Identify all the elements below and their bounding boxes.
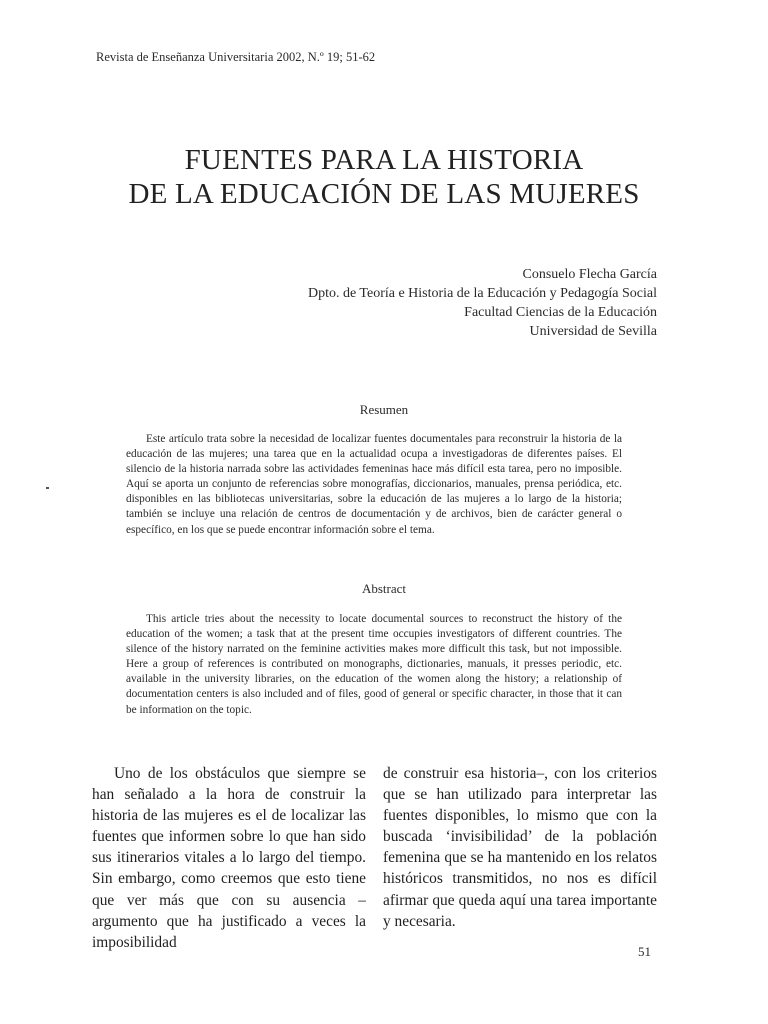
author-block: [308, 265, 657, 341]
journal-header: Revista de Enseñanza Universitaria 2002, N.º 19; 51-62: [96, 50, 376, 64]
affiliation-faculty: Facultad Ciencias de la Educación: [464, 305, 657, 320]
resumen-paragraph: Este artículo trata sobre la necesidad de localizar fuentes documentales para reconstruir la historia de la educación de las mujeres; una tarea que en la actualidad ocupa a investigadoras de diferentes países. El silencio de la historia narrada sobre las actividades femeninas hace más difícil esta tarea, pero no imposible. Aquí se aporta un conjunto de referencias sobre monografías, diccionarios, manuales, prensa periódica, etc. disponibles en las bibliotecas universitarias, sobre la educación de las mujeres a lo largo de la historia; también se incluye una relación de centros de documentación y de archivos, bien de carácter general o específico, en los que se puede encontrar información sobre el tema.: [126, 433, 622, 536]
page-number: 51: [638, 944, 651, 959]
title-line-2: DE LA EDUCACIÓN DE LAS MUJERES: [128, 178, 640, 210]
affiliation-university: Universidad de Sevilla: [529, 324, 657, 339]
body-column-right: [383, 763, 657, 932]
abstract-text: [126, 612, 622, 718]
affiliation-department: Dpto. de Teoría e Historia de la Educación y Pedagogía Social: [307, 286, 657, 301]
body-column-left: [92, 763, 366, 953]
article-title: [0, 143, 768, 211]
scan-speck: [46, 487, 49, 489]
abstract-paragraph: This article tries about the necessity to locate documental sources to reconstruct the history of the education of the women; a task that at the present time occupies investigators of different countries. The silence of the history narrated on the feminine activities makes more difficult this task, but not impossible. Here a group of references is contributed on monographs, dictionaries, manuals, it presses periodic, etc. available in the university libraries, on the education of the women along the history; a relationship of documentation centers is also included and of files, good of general or specific character, in those that it can be information on the topic.: [126, 613, 622, 716]
resumen-text: [126, 432, 622, 538]
abstract-heading: Abstract: [361, 581, 407, 596]
body-paragraph-left: Uno de los obstáculos que siempre se han señalado a la hora de construir la historia de las mujeres es el de localizar las fuentes que informen sobre lo que han sido sus itinerarios vitales a lo largo del tiempo. Sin embargo, como creemos que esto tiene que ver más que con su ausencia –argumento que ha justificado a veces la imposibilidad: [92, 765, 366, 951]
title-line-1: FUENTES PARA LA HISTORIA: [184, 144, 584, 176]
resumen-heading: Resumen: [359, 402, 409, 417]
body-paragraph-right: de construir esa historia–, con los criterios que se han utilizado para interpretar las fuentes disponibles, lo mismo que con la buscada ‘invisibilidad’ de la población femenina que se ha mantenido en los relatos históricos transmitidos, no nos es difícil afirmar que queda aquí una tarea importante y necesaria.: [383, 765, 657, 930]
author-name: Consuelo Flecha García: [522, 267, 657, 282]
